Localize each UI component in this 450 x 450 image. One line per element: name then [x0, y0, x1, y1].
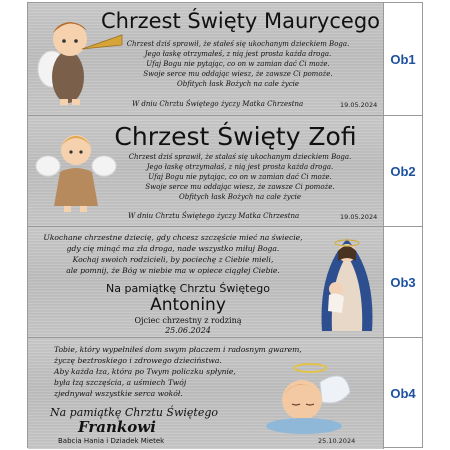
- date: 19.05.2024: [340, 101, 378, 109]
- option-row-4[interactable]: [28, 338, 422, 449]
- product-options-grid: [27, 2, 423, 448]
- poem: [120, 152, 360, 202]
- poem-line: Tobie, który wypełniłeś dom swym płaczem i radosnym gwarem,: [54, 345, 302, 354]
- poem-line: Obfitych łask Bożych na całe życie: [178, 193, 302, 201]
- poem-line: Kochaj swoich rodzicieli, by pociechę z Ciebie mieli,: [72, 255, 274, 264]
- poem: [118, 39, 358, 89]
- from-line: Ojciec chrzestny z rodziną: [134, 316, 242, 325]
- poem-line: ale pomnij, że Bóg w niebie ma w opiece ciągłej Ciebie.: [66, 266, 280, 275]
- child-name: Antoniny: [150, 295, 226, 315]
- plaque-title: Chrzest Święty Zofi: [114, 122, 357, 151]
- date: 25.10.2024: [318, 437, 356, 445]
- poem-line: Ukochane chrzestne dziecię, gdy chcesz szczęście mieć na świecie,: [43, 233, 303, 242]
- date: 25.06.2024: [165, 326, 211, 335]
- plaque-4: [28, 338, 384, 449]
- plaque-3: [28, 227, 384, 337]
- poem-line: Swoje serce mu oddając wiesz, że zawsze Ci pomoże.: [145, 183, 335, 191]
- date: 19.05.2024: [340, 213, 378, 221]
- memory-line: Na pamiątkę Chrztu Świętego: [50, 406, 219, 419]
- poem-line: była łzą szczęścia, a uśmiech Twój: [54, 378, 187, 387]
- memory-line: Na pamiątkę Chrztu Świętego: [106, 282, 270, 295]
- plaque-title: Chrzest Święty Maurycego: [101, 9, 380, 33]
- poem-line: Ufaj Bogu nie pytając, co on w zamian dać Ci może.: [148, 173, 332, 181]
- wish-line: W dniu Chrztu Świętego życzy Matka Chrzestna: [132, 100, 304, 108]
- poem-line: Obfitych łask Bożych na całe życie: [176, 80, 300, 88]
- option-label: Ob1: [390, 51, 416, 67]
- poem-line: Jego łaskę otrzymałeś, z nią jest prosta każda droga.: [144, 50, 332, 58]
- from-line: Babcia Hania i Dziadek Mietek: [58, 437, 165, 445]
- plaque-1: [28, 3, 384, 115]
- option-label: Ob4: [390, 386, 416, 401]
- poem-line: Ufaj Bogu nie pytając, co on w zamian dać Ci może.: [146, 60, 330, 68]
- madonna-with-child-illustration: [314, 231, 380, 335]
- option-label: Ob2: [390, 163, 416, 179]
- wish-line: W dniu Chrztu Świętego życzy Matka Chrzestna: [128, 212, 300, 220]
- option-row-1[interactable]: [28, 3, 422, 116]
- poem-line: Swoje serce mu oddając wiesz, że zawsze Ci pomoże.: [143, 70, 333, 78]
- sleeping-baby-angel-illustration: [260, 356, 352, 436]
- poem-line: gdy cię minąć ma zła droga, nade wszystko miłuj Boga.: [66, 244, 280, 253]
- poem-line: życzę beztroskiego i zdrowego dzieciństwa.: [54, 356, 222, 365]
- poem: [32, 344, 302, 399]
- poem-line: Jego łaskę otrzymałaś, z nią jest prosta każda droga.: [146, 163, 334, 171]
- poem-line: Aby każda łza, która po Twym policzku spłynie,: [54, 367, 236, 376]
- poem-line: Chrzest dziś sprawił, że stałaś się ukochanym dzieckiem Boga.: [128, 153, 352, 161]
- option-row-2[interactable]: [28, 116, 422, 227]
- child-name: Frankowi: [78, 418, 156, 436]
- plaque-2: [28, 116, 384, 226]
- option-row-3[interactable]: [28, 227, 422, 338]
- option-label: Ob3: [390, 274, 416, 290]
- poem: [34, 232, 312, 276]
- poem-line: Chrzest dziś sprawił, że stałeś się ukochanym dzieckiem Boga.: [126, 40, 350, 48]
- poem-line: zjednywał wszystkie serca wokół.: [54, 389, 183, 398]
